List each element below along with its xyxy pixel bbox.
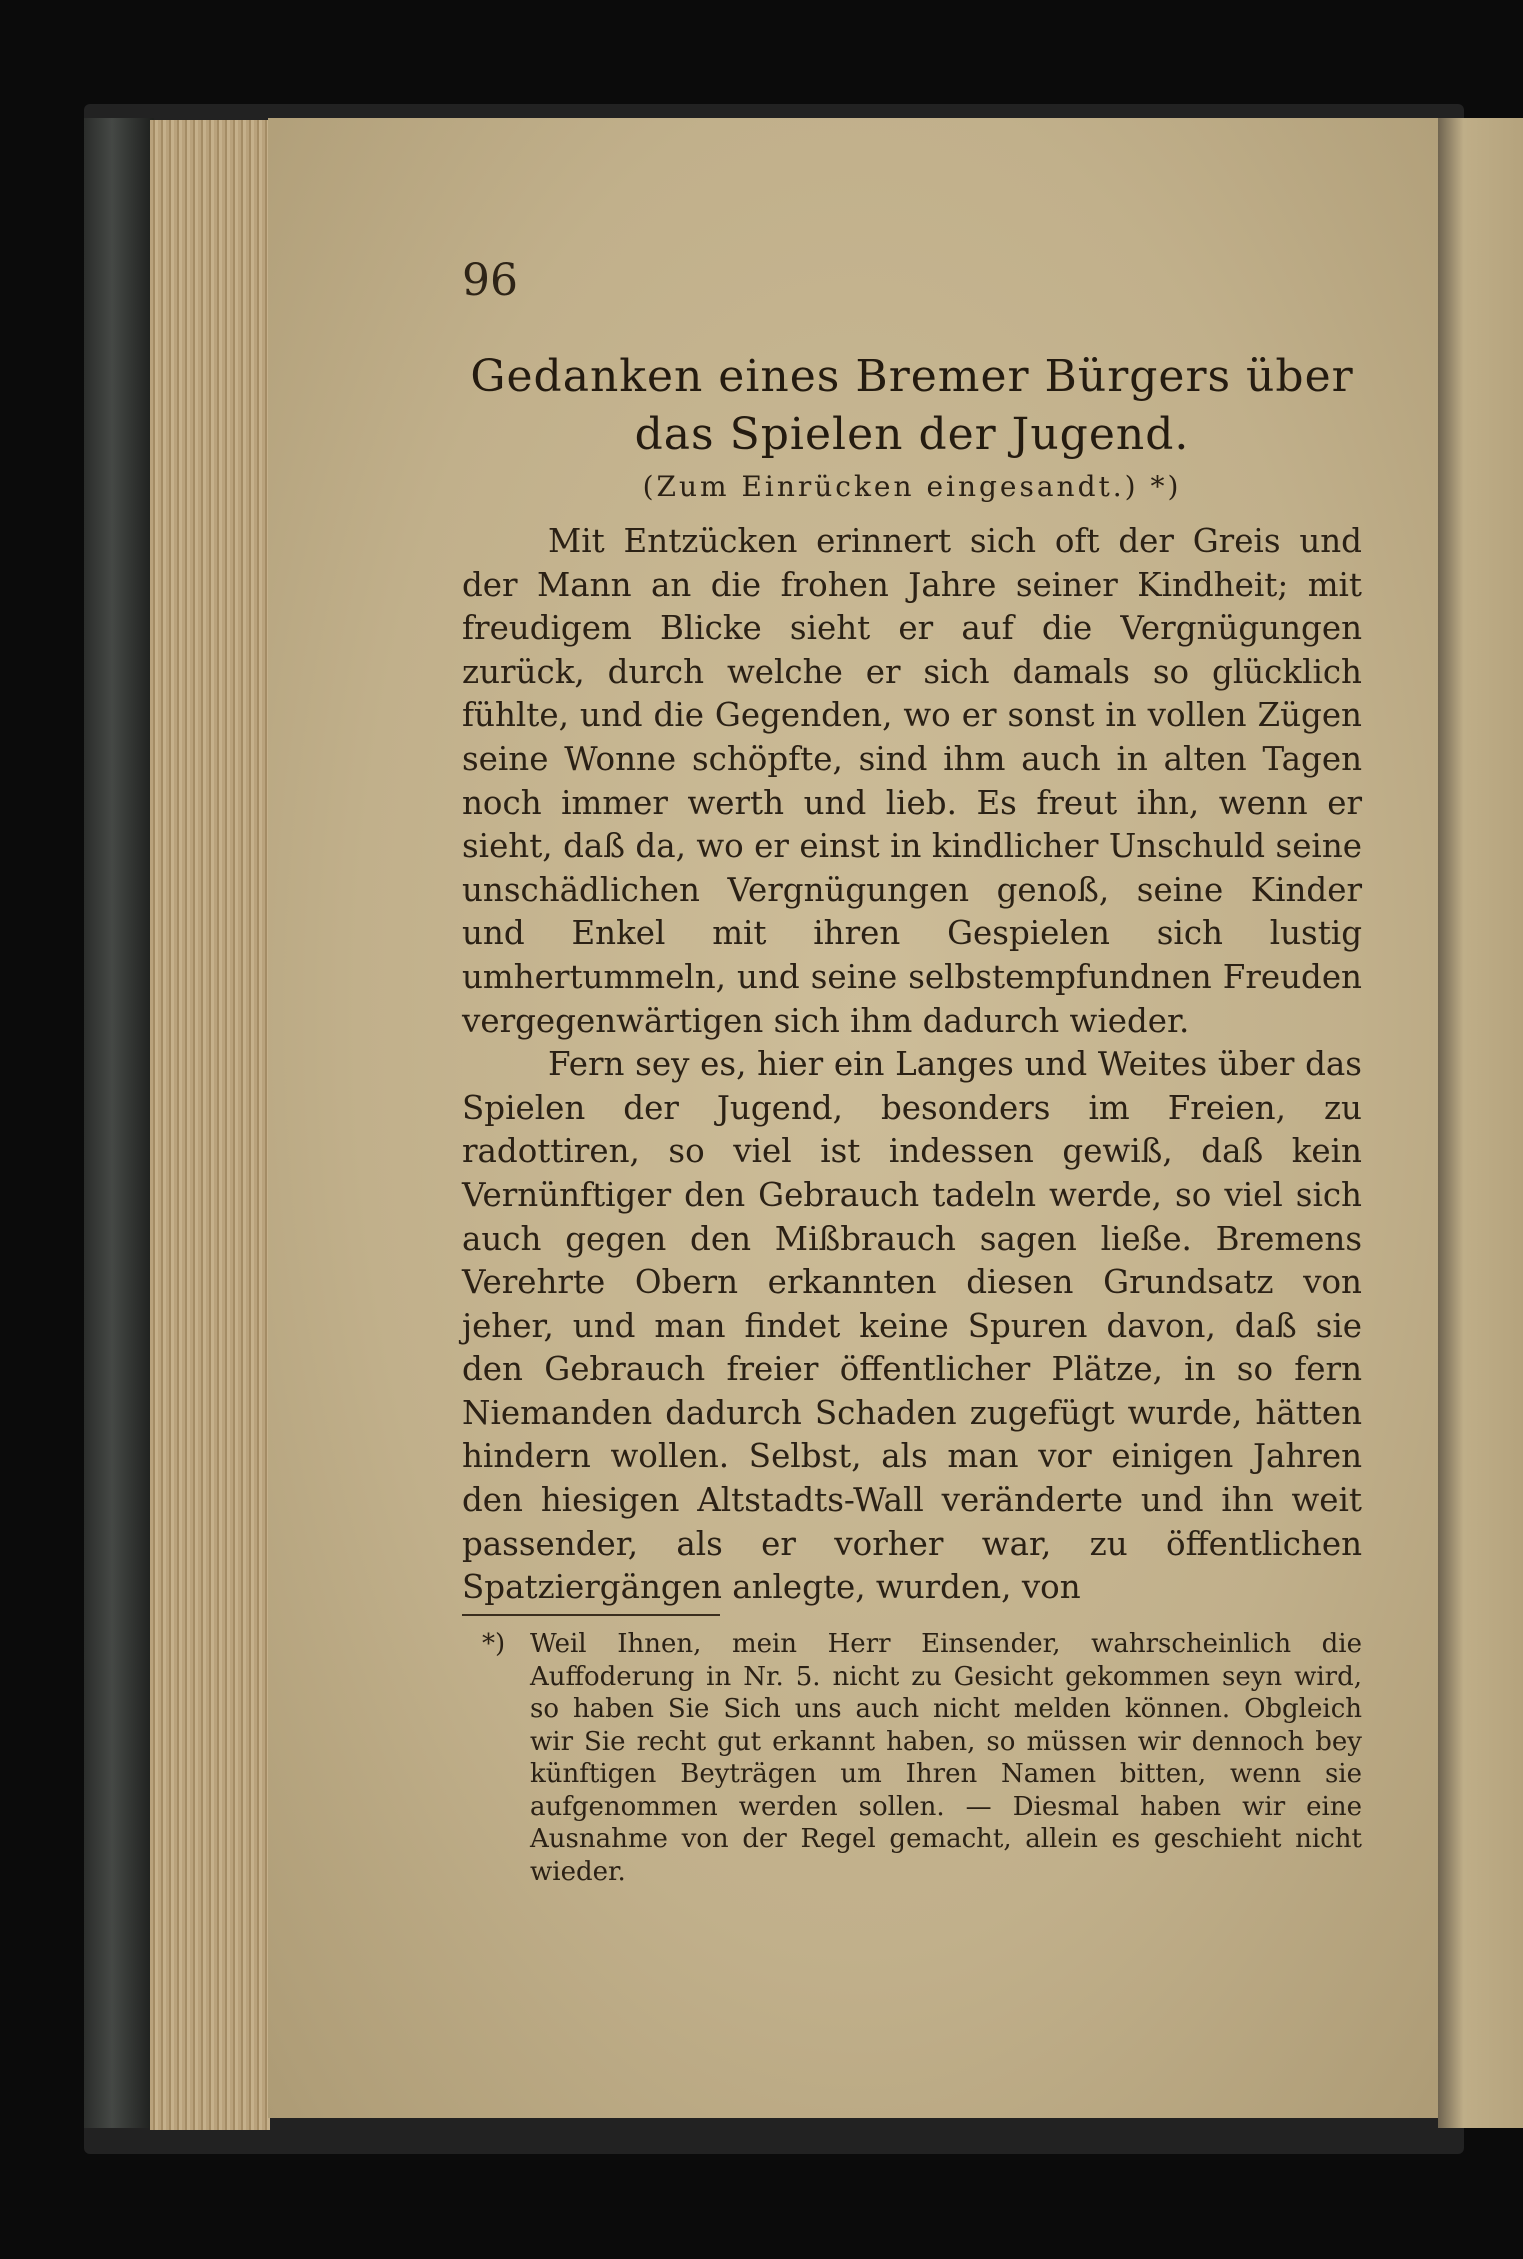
footnote <box>482 1628 1362 1888</box>
facing-page-edge <box>1438 118 1523 2128</box>
article-subtitle: (Zum Einrücken eingesandt.) *) <box>642 470 1182 503</box>
page-stack-edges <box>150 120 270 2130</box>
paragraph-1: Mit Entzücken erinnert sich oft der Greis und der Mann an die frohen Jahre seiner Kindheit; mit freudigem Blicke sieht er auf die Vergnügungen zurück, durch welche er sich damals so glücklich fühlte, und die Gegenden, wo er sonst in vollen Zügen seine Wonne schöpfte, sind ihm auch in alten Tagen noch immer werth und lieb. Es freut ihn, wenn er sieht, daß da, wo er einst in kindlicher Unschuld seine unschädlichen Vergnügungen genoß, seine Kinder und Enkel mit ihren Gespielen sich lustig umhertummeln, und seine selbstempfundnen Freuden vergegenwärtigen sich ihm dadurch wieder. <box>462 522 1362 1040</box>
article-title: Gedanken eines Bremer Bürgers über das Spielen der Jugend. <box>470 351 1354 460</box>
footnote-mark: *) <box>482 1629 506 1659</box>
article-body <box>462 520 1362 1610</box>
page-number: 96 <box>462 255 518 306</box>
footnote-divider <box>462 1614 720 1616</box>
paragraph-2: Fern sey es, hier ein Langes und Weites über das Spielen der Jugend, besonders im Freien, zu radottiren, so viel ist indessen gewiß, daß kein Vernünftiger den Gebrauch tadeln werde, so viel sich auch gegen den Mißbrauch sagen ließe. Bremens Verehrte Obern erkannten diesen Grundsatz von jeher, und man findet keine Spuren davon, daß sie den Gebrauch freier öffentlicher Plätze, in so fern Niemanden dadurch Schaden zugefügt wurde, hätten hindern wollen. Selbst, als man vor einigen Jahren den hiesigen Altstadts-Wall veränderte und ihn weit passender, als er vorher war, zu öffentlichen Spatziergängen anlegte, wurden, von <box>462 1045 1362 1607</box>
footnote-text: Weil Ihnen, mein Herr Einsender, wahrscheinlich die Auffoderung in Nr. 5. nicht zu Gesicht gekommen seyn wird, so haben Sie Sich uns auch nicht melden können. Obgleich wir Sie recht gut erkannt haben, so müssen wir dennoch bey künftigen Beyträgen um Ihren Namen bitten, wenn sie aufgenommen werden sollen. — Diesmal haben wir eine Ausnahme von der Regel gemacht, allein es geschieht nicht wieder. <box>530 1629 1362 1887</box>
book-cover-edge <box>84 118 154 2128</box>
